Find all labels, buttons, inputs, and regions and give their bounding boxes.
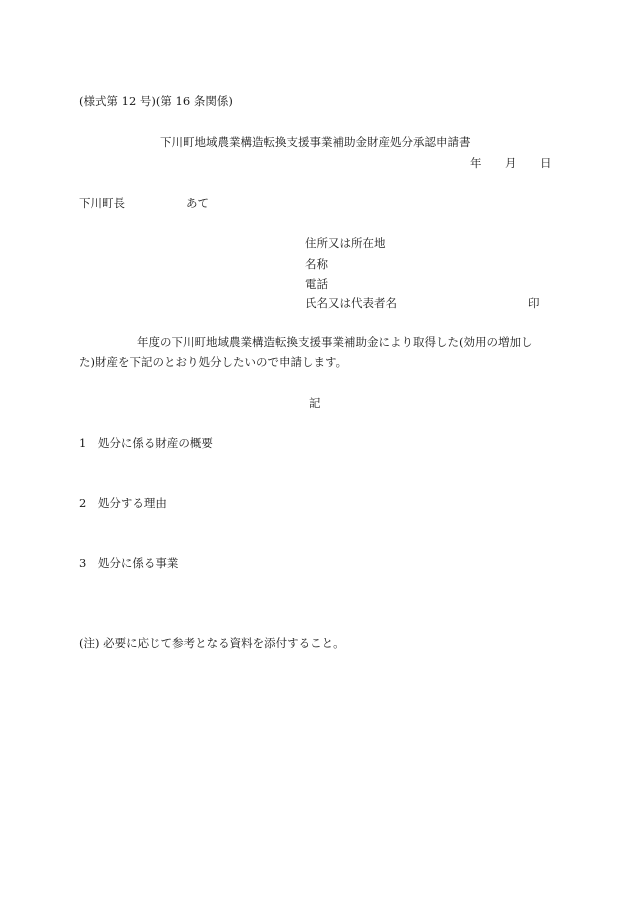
list-item: 3 処分に係る事業 — [79, 556, 179, 570]
body-text-line-1: 年度の下川町地域農業構造転換支援事業補助金により取得した(効用の増加し — [137, 335, 533, 349]
addressee-suffix: あて — [186, 196, 209, 210]
applicant-phone-label: 電話 — [305, 277, 328, 291]
date-month-label: 月 — [505, 156, 517, 170]
ki-heading: 記 — [309, 396, 321, 410]
applicant-representative-label: 氏名又は代表者名 — [305, 296, 397, 310]
applicant-address-label: 住所又は所在地 — [305, 236, 386, 250]
applicant-name-label: 名称 — [305, 257, 328, 271]
body-text-line-2: た)財産を下記のとおり処分したいので申請します。 — [79, 355, 348, 369]
date-day-label: 日 — [540, 156, 552, 170]
document-title: 下川町地域農業構造転換支援事業補助金財産処分承認申請書 — [160, 135, 471, 149]
list-item: 1 処分に係る財産の概要 — [79, 436, 213, 450]
date-year-label: 年 — [470, 156, 482, 170]
addressee-name: 下川町長 — [79, 196, 125, 210]
form-reference: (様式第 12 号)(第 16 条関係) — [79, 94, 233, 108]
seal-mark: 印 — [528, 296, 540, 310]
note-text: (注) 必要に応じて参考となる資料を添付すること。 — [79, 636, 345, 650]
list-item: 2 処分する理由 — [79, 496, 167, 510]
